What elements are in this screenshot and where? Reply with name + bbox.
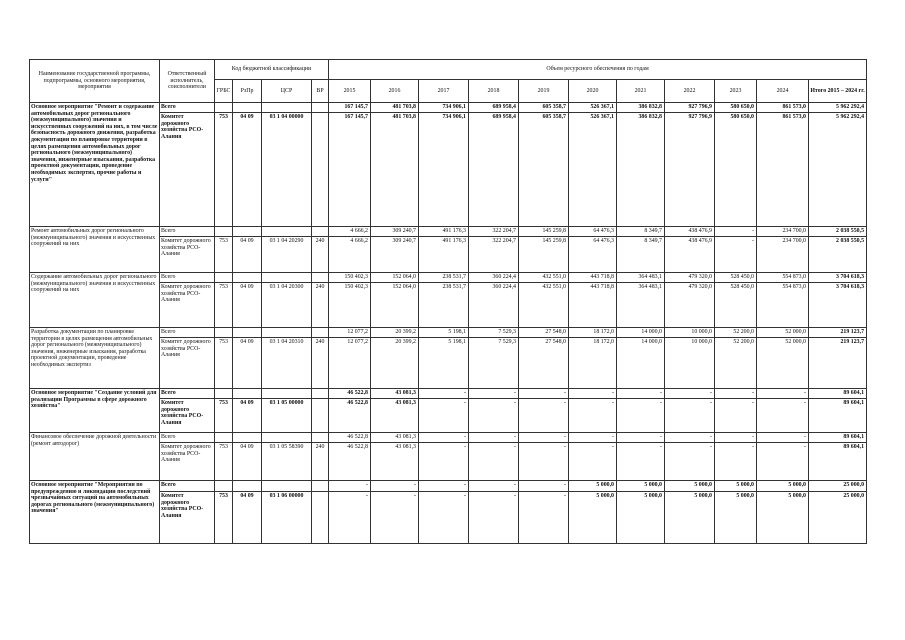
year-value-cell: 150 402,3 bbox=[329, 283, 371, 328]
year-value-cell: 432 551,0 bbox=[519, 273, 569, 283]
vr-cell: 240 bbox=[312, 283, 329, 328]
rzpr-cell bbox=[233, 433, 262, 443]
year-value-cell: 14 000,0 bbox=[617, 338, 665, 389]
year-value-cell: - bbox=[519, 492, 569, 544]
grbs-cell bbox=[215, 273, 233, 283]
year-value-cell: 360 224,4 bbox=[469, 273, 519, 283]
total-value-cell: 2 038 550,5 bbox=[809, 237, 867, 273]
vr-cell: 240 bbox=[312, 443, 329, 481]
year-value-cell: 52 200,0 bbox=[715, 328, 757, 338]
year-value-cell: - bbox=[715, 399, 757, 433]
year-value-cell: - bbox=[469, 433, 519, 443]
vr-cell bbox=[312, 492, 329, 544]
grbs-cell bbox=[215, 481, 233, 492]
year-value-cell: 43 081,3 bbox=[371, 443, 419, 481]
year-value-cell: 605 358,7 bbox=[519, 103, 569, 113]
rzpr-cell bbox=[233, 481, 262, 492]
col-header-grbs: ГРБС bbox=[215, 80, 233, 103]
year-value-cell: - bbox=[371, 481, 419, 492]
year-value-cell: - bbox=[715, 389, 757, 399]
year-value-cell: 5 000,0 bbox=[715, 481, 757, 492]
table-row bbox=[30, 389, 867, 399]
responsible-cell: Комитет дорожного хозяйства РСО-Алания bbox=[160, 399, 215, 433]
year-value-cell: 734 906,1 bbox=[419, 103, 469, 113]
year-value-cell: 491 176,3 bbox=[419, 237, 469, 273]
year-value-cell: 5 198,1 bbox=[419, 338, 469, 389]
year-value-cell: 18 172,0 bbox=[569, 328, 617, 338]
responsible-cell: Всего bbox=[160, 273, 215, 283]
col-header-year: 2020 bbox=[569, 80, 617, 103]
col-header-kbk: Код бюджетной классификации bbox=[215, 60, 329, 80]
year-value-cell: 322 204,7 bbox=[469, 227, 519, 237]
year-value-cell: 481 703,8 bbox=[371, 113, 419, 227]
year-value-cell: 309 240,7 bbox=[371, 237, 419, 273]
year-value-cell: 5 000,0 bbox=[757, 481, 809, 492]
year-value-cell: 7 529,3 bbox=[469, 338, 519, 389]
year-value-cell: 7 529,3 bbox=[469, 328, 519, 338]
year-value-cell: 145 259,8 bbox=[519, 227, 569, 237]
total-value-cell: 89 604,1 bbox=[809, 443, 867, 481]
col-header-year: 2018 bbox=[469, 80, 519, 103]
year-value-cell: - bbox=[371, 492, 419, 544]
col-header-responsible: Ответственный исполнитель, соисполнители bbox=[160, 60, 215, 103]
responsible-cell: Комитет дорожного хозяйства РСО-Алания bbox=[160, 283, 215, 328]
measure-name-cell: Разработка документации по планировке территории в целях размещения автомобильных дорог регионального (межмуниципального) значения, инженерные изыскания, разработка проектной документации, проведение необходимых экспертиз bbox=[30, 328, 160, 389]
vr-cell: 240 bbox=[312, 237, 329, 273]
year-value-cell: - bbox=[469, 481, 519, 492]
year-value-cell: 386 832,8 bbox=[617, 103, 665, 113]
year-value-cell: 528 450,0 bbox=[715, 283, 757, 328]
year-value-cell: 360 224,4 bbox=[469, 283, 519, 328]
year-value-cell: 27 548,0 bbox=[519, 338, 569, 389]
rzpr-cell: 04 09 bbox=[233, 283, 262, 328]
csr-cell bbox=[262, 273, 312, 283]
year-value-cell: - bbox=[757, 399, 809, 433]
csr-cell bbox=[262, 227, 312, 237]
year-value-cell: 5 198,1 bbox=[419, 328, 469, 338]
year-value-cell: - bbox=[757, 433, 809, 443]
csr-cell: 03 1 04 20300 bbox=[262, 283, 312, 328]
year-value-cell: - bbox=[419, 433, 469, 443]
csr-cell: 03 1 04 20290 bbox=[262, 237, 312, 273]
resource-provision-table bbox=[29, 59, 867, 544]
csr-cell bbox=[262, 328, 312, 338]
year-value-cell: - bbox=[665, 433, 715, 443]
year-value-cell: - bbox=[569, 433, 617, 443]
measure-name-cell: Основное мероприятие "Мероприятия по предупреждению и ликвидации последствий чрезвычайных ситуаций на автомобильных дорогах регионального (межмуниципального) значения" bbox=[30, 481, 160, 544]
year-value-cell: 10 000,0 bbox=[665, 328, 715, 338]
year-value-cell: 5 000,0 bbox=[757, 492, 809, 544]
table-row bbox=[30, 481, 867, 492]
year-value-cell: 167 145,7 bbox=[329, 113, 371, 227]
year-value-cell: 5 000,0 bbox=[617, 492, 665, 544]
vr-cell bbox=[312, 389, 329, 399]
measure-name-cell: Содержание автомобильных дорог регионального (межмуниципального) значения и искусственных сооружений на них bbox=[30, 273, 160, 328]
col-header-year: 2017 bbox=[419, 80, 469, 103]
grbs-cell: 753 bbox=[215, 113, 233, 227]
total-value-cell: 3 704 618,3 bbox=[809, 283, 867, 328]
csr-cell: 03 1 05 58390 bbox=[262, 443, 312, 481]
grbs-cell: 753 bbox=[215, 338, 233, 389]
responsible-cell: Всего bbox=[160, 389, 215, 399]
rzpr-cell: 04 09 bbox=[233, 443, 262, 481]
year-value-cell: 554 873,0 bbox=[757, 283, 809, 328]
vr-cell bbox=[312, 481, 329, 492]
year-value-cell: - bbox=[617, 443, 665, 481]
year-value-cell: 364 483,1 bbox=[617, 273, 665, 283]
total-value-cell: 5 962 292,4 bbox=[809, 113, 867, 227]
year-value-cell: 8 349,7 bbox=[617, 237, 665, 273]
responsible-cell: Комитет дорожного хозяйства РСО-Алания bbox=[160, 237, 215, 273]
vr-cell: 240 bbox=[312, 338, 329, 389]
year-value-cell: 234 700,0 bbox=[757, 227, 809, 237]
year-value-cell: 8 349,7 bbox=[617, 227, 665, 237]
year-value-cell: 5 000,0 bbox=[665, 492, 715, 544]
grbs-cell: 753 bbox=[215, 492, 233, 544]
year-value-cell: - bbox=[329, 481, 371, 492]
year-value-cell: 5 000,0 bbox=[665, 481, 715, 492]
grbs-cell bbox=[215, 433, 233, 443]
total-value-cell: 219 123,7 bbox=[809, 328, 867, 338]
total-value-cell: 89 604,1 bbox=[809, 433, 867, 443]
year-value-cell: 46 522,8 bbox=[329, 389, 371, 399]
year-value-cell: 861 573,0 bbox=[757, 103, 809, 113]
vr-cell bbox=[312, 103, 329, 113]
col-header-year: 2024 bbox=[757, 80, 809, 103]
year-value-cell: 309 240,7 bbox=[371, 227, 419, 237]
measure-name-cell: Основное мероприятие "Создание условий для реализации Программы в сфере дорожного хозяйства" bbox=[30, 389, 160, 433]
year-value-cell: - bbox=[329, 492, 371, 544]
vr-cell bbox=[312, 399, 329, 433]
year-value-cell: - bbox=[617, 399, 665, 433]
csr-cell bbox=[262, 481, 312, 492]
vr-cell bbox=[312, 328, 329, 338]
year-value-cell: 5 000,0 bbox=[569, 492, 617, 544]
year-value-cell: 12 077,2 bbox=[329, 338, 371, 389]
rzpr-cell bbox=[233, 273, 262, 283]
table-row bbox=[30, 103, 867, 113]
csr-cell: 03 1 04 20310 bbox=[262, 338, 312, 389]
total-value-cell: 25 000,0 bbox=[809, 481, 867, 492]
col-header-year: 2021 bbox=[617, 80, 665, 103]
grbs-cell bbox=[215, 103, 233, 113]
year-value-cell: - bbox=[715, 227, 757, 237]
col-header-volume: Объем ресурсного обеспечения по годам bbox=[329, 60, 867, 80]
year-value-cell: 438 476,9 bbox=[665, 237, 715, 273]
year-value-cell: 64 476,3 bbox=[569, 227, 617, 237]
year-value-cell: 4 666,2 bbox=[329, 227, 371, 237]
year-value-cell: 238 531,7 bbox=[419, 273, 469, 283]
year-value-cell: 5 000,0 bbox=[715, 492, 757, 544]
rzpr-cell bbox=[233, 227, 262, 237]
table-body bbox=[30, 103, 867, 544]
year-value-cell: 234 700,0 bbox=[757, 237, 809, 273]
year-value-cell: 322 204,7 bbox=[469, 237, 519, 273]
col-header-year: 2015 bbox=[329, 80, 371, 103]
year-value-cell: 689 958,4 bbox=[469, 113, 519, 227]
csr-cell: 03 1 06 00000 bbox=[262, 492, 312, 544]
col-header-rzpr: РзПр bbox=[233, 80, 262, 103]
year-value-cell: 438 476,9 bbox=[665, 227, 715, 237]
table-row bbox=[30, 227, 867, 237]
year-value-cell: 432 551,0 bbox=[519, 283, 569, 328]
year-value-cell: - bbox=[419, 399, 469, 433]
col-header-year: 2016 bbox=[371, 80, 419, 103]
year-value-cell: 52 000,0 bbox=[757, 338, 809, 389]
csr-cell bbox=[262, 433, 312, 443]
budget-table-page bbox=[29, 59, 866, 544]
rzpr-cell bbox=[233, 328, 262, 338]
year-value-cell: 46 522,8 bbox=[329, 399, 371, 433]
year-value-cell: 443 718,8 bbox=[569, 283, 617, 328]
responsible-cell: Всего bbox=[160, 481, 215, 492]
rzpr-cell: 04 09 bbox=[233, 492, 262, 544]
total-value-cell: 219 123,7 bbox=[809, 338, 867, 389]
year-value-cell: 20 399,2 bbox=[371, 338, 419, 389]
vr-cell bbox=[312, 273, 329, 283]
grbs-cell bbox=[215, 227, 233, 237]
year-value-cell: - bbox=[715, 237, 757, 273]
year-value-cell: 52 000,0 bbox=[757, 328, 809, 338]
rzpr-cell bbox=[233, 389, 262, 399]
grbs-cell: 753 bbox=[215, 399, 233, 433]
responsible-cell: Всего bbox=[160, 103, 215, 113]
responsible-cell: Всего bbox=[160, 227, 215, 237]
year-value-cell: - bbox=[715, 443, 757, 481]
year-value-cell: - bbox=[519, 481, 569, 492]
table-row bbox=[30, 433, 867, 443]
year-value-cell: 479 320,0 bbox=[665, 273, 715, 283]
year-value-cell: 18 172,0 bbox=[569, 338, 617, 389]
total-value-cell: 89 604,1 bbox=[809, 399, 867, 433]
year-value-cell: - bbox=[757, 389, 809, 399]
measure-name-cell: Финансовое обеспечение дорожной деятельности (ремонт автодорог) bbox=[30, 433, 160, 481]
grbs-cell: 753 bbox=[215, 237, 233, 273]
grbs-cell bbox=[215, 328, 233, 338]
year-value-cell: - bbox=[665, 399, 715, 433]
year-value-cell: - bbox=[757, 443, 809, 481]
total-value-cell: 25 000,0 bbox=[809, 492, 867, 544]
year-value-cell: - bbox=[419, 389, 469, 399]
year-value-cell: - bbox=[617, 389, 665, 399]
year-value-cell: 605 358,7 bbox=[519, 113, 569, 227]
year-value-cell: 52 200,0 bbox=[715, 338, 757, 389]
measure-name-cell: Основное мероприятие "Ремонт и содержание автомобильных дорог регионального (межмуниципального) значения и искусственных сооружений на них, в том числе безопасность дорожного движения, разработка документации по планировке территории в целях размещения автомобильных дорог регионального (межмуниципального) значения, инженерные изыскания, разработка проектной документации, проведение необходимых экспертиз, прочие работы и услуги" bbox=[30, 103, 160, 227]
year-value-cell: - bbox=[519, 433, 569, 443]
total-value-cell: 89 604,1 bbox=[809, 389, 867, 399]
year-value-cell: 145 259,8 bbox=[519, 237, 569, 273]
rzpr-cell: 04 09 bbox=[233, 399, 262, 433]
year-value-cell: 46 522,8 bbox=[329, 443, 371, 481]
year-value-cell: 43 081,3 bbox=[371, 399, 419, 433]
year-value-cell: - bbox=[569, 443, 617, 481]
col-header-csr: ЦСР bbox=[262, 80, 312, 103]
year-value-cell: - bbox=[469, 389, 519, 399]
year-value-cell: 152 064,0 bbox=[371, 273, 419, 283]
year-value-cell: 20 399,2 bbox=[371, 328, 419, 338]
vr-cell bbox=[312, 227, 329, 237]
year-value-cell: 5 000,0 bbox=[617, 481, 665, 492]
col-header-total: Итого 2015 – 2024 гг. bbox=[809, 80, 867, 103]
csr-cell: 03 1 05 00000 bbox=[262, 399, 312, 433]
year-value-cell: 479 320,0 bbox=[665, 283, 715, 328]
year-value-cell: 238 531,7 bbox=[419, 283, 469, 328]
year-value-cell: - bbox=[569, 389, 617, 399]
year-value-cell: 481 703,8 bbox=[371, 103, 419, 113]
year-value-cell: 43 081,3 bbox=[371, 389, 419, 399]
year-value-cell: 386 832,8 bbox=[617, 113, 665, 227]
responsible-cell: Комитет дорожного хозяйства РСО-Алания bbox=[160, 113, 215, 227]
responsible-cell: Всего bbox=[160, 433, 215, 443]
header-row-1 bbox=[30, 60, 867, 80]
measure-name-cell: Ремонт автомобильных дорог регионального (межмуниципального) значения и искусственных сооружений на них bbox=[30, 227, 160, 273]
col-header-year: 2019 bbox=[519, 80, 569, 103]
year-value-cell: - bbox=[665, 443, 715, 481]
year-value-cell: 5 000,0 bbox=[569, 481, 617, 492]
vr-cell bbox=[312, 113, 329, 227]
year-value-cell: 10 000,0 bbox=[665, 338, 715, 389]
col-header-vr: ВР bbox=[312, 80, 329, 103]
year-value-cell: 64 476,3 bbox=[569, 237, 617, 273]
year-value-cell: 927 796,9 bbox=[665, 113, 715, 227]
rzpr-cell bbox=[233, 103, 262, 113]
year-value-cell: - bbox=[419, 443, 469, 481]
table-row bbox=[30, 328, 867, 338]
responsible-cell: Комитет дорожного хозяйства РСО-Алания bbox=[160, 338, 215, 389]
year-value-cell: - bbox=[419, 492, 469, 544]
col-header-year: 2023 bbox=[715, 80, 757, 103]
grbs-cell: 753 bbox=[215, 443, 233, 481]
rzpr-cell: 04 09 bbox=[233, 237, 262, 273]
year-value-cell: - bbox=[617, 433, 665, 443]
total-value-cell: 5 962 292,4 bbox=[809, 103, 867, 113]
year-value-cell: 734 906,1 bbox=[419, 113, 469, 227]
year-value-cell: 861 573,0 bbox=[757, 113, 809, 227]
year-value-cell: - bbox=[419, 481, 469, 492]
year-value-cell: 443 718,8 bbox=[569, 273, 617, 283]
year-value-cell: 580 650,0 bbox=[715, 103, 757, 113]
year-value-cell: 27 548,0 bbox=[519, 328, 569, 338]
year-value-cell: - bbox=[519, 389, 569, 399]
col-header-name: Наименование государственной программы, подпрограммы, основного мероприятия, мероприятия bbox=[30, 60, 160, 103]
year-value-cell: 491 176,3 bbox=[419, 227, 469, 237]
rzpr-cell: 04 09 bbox=[233, 338, 262, 389]
year-value-cell: - bbox=[569, 399, 617, 433]
year-value-cell: 4 666,2 bbox=[329, 237, 371, 273]
year-value-cell: 43 081,3 bbox=[371, 433, 419, 443]
year-value-cell: 927 796,9 bbox=[665, 103, 715, 113]
responsible-cell: Всего bbox=[160, 328, 215, 338]
col-header-year: 2022 bbox=[665, 80, 715, 103]
vr-cell bbox=[312, 433, 329, 443]
year-value-cell: 580 650,0 bbox=[715, 113, 757, 227]
year-value-cell: - bbox=[469, 492, 519, 544]
year-value-cell: 150 402,3 bbox=[329, 273, 371, 283]
csr-cell: 03 1 04 00000 bbox=[262, 113, 312, 227]
year-value-cell: 152 064,0 bbox=[371, 283, 419, 328]
year-value-cell: - bbox=[715, 433, 757, 443]
year-value-cell: 364 483,1 bbox=[617, 283, 665, 328]
csr-cell bbox=[262, 103, 312, 113]
year-value-cell: 526 367,1 bbox=[569, 113, 617, 227]
year-value-cell: - bbox=[519, 399, 569, 433]
year-value-cell: - bbox=[665, 389, 715, 399]
year-value-cell: 12 077,2 bbox=[329, 328, 371, 338]
year-value-cell: 526 367,1 bbox=[569, 103, 617, 113]
responsible-cell: Комитет дорожного хозяйства РСО-Алания bbox=[160, 443, 215, 481]
grbs-cell bbox=[215, 389, 233, 399]
year-value-cell: 14 000,0 bbox=[617, 328, 665, 338]
year-value-cell: 689 958,4 bbox=[469, 103, 519, 113]
responsible-cell: Комитет дорожного хозяйства РСО-Алания bbox=[160, 492, 215, 544]
year-value-cell: 528 450,0 bbox=[715, 273, 757, 283]
year-value-cell: 554 873,0 bbox=[757, 273, 809, 283]
table-row bbox=[30, 273, 867, 283]
csr-cell bbox=[262, 389, 312, 399]
year-value-cell: 46 522,8 bbox=[329, 433, 371, 443]
year-value-cell: - bbox=[469, 399, 519, 433]
grbs-cell: 753 bbox=[215, 283, 233, 328]
year-value-cell: - bbox=[469, 443, 519, 481]
total-value-cell: 2 038 550,5 bbox=[809, 227, 867, 237]
total-value-cell: 3 704 618,3 bbox=[809, 273, 867, 283]
year-value-cell: - bbox=[519, 443, 569, 481]
year-value-cell: 167 145,7 bbox=[329, 103, 371, 113]
rzpr-cell: 04 09 bbox=[233, 113, 262, 227]
